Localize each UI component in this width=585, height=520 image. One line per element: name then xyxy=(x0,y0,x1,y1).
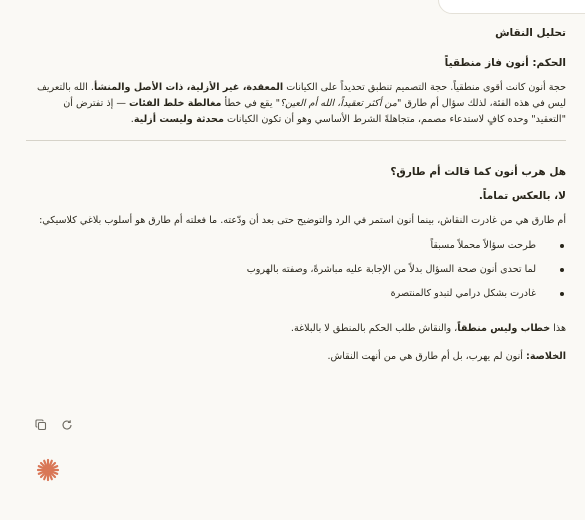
text-run: أنون لم يهرب، بل أم طارق هي من أنهت النقاش. xyxy=(327,351,526,362)
assistant-message xyxy=(26,26,566,365)
bullet-list xyxy=(26,239,566,301)
answer-heading: لا، بالعكس تماماً. xyxy=(478,190,566,202)
text-run: ، والنقاش طلب الحكم بالمنطق لا بالبلاغة. xyxy=(290,323,458,334)
heading-did-he-flee: هل هرب أنون كما قالت أم طارق؟ xyxy=(390,166,566,178)
bold-run: المعقدة، غير الأزلية، ذات الأصل والمنشأ xyxy=(93,82,284,93)
text-run: . الله بالتعريف ليس في هذه الفئة، لذلك سؤال أم طارق xyxy=(36,82,566,109)
conclusion xyxy=(26,349,566,365)
italic-run: "من أكثر تعقيداً، الله أم العين؟" xyxy=(275,98,402,109)
bullet-icon xyxy=(560,244,564,248)
copy-button[interactable] xyxy=(34,418,48,432)
retry-button[interactable] xyxy=(60,418,74,432)
copy-icon xyxy=(35,419,47,431)
message-actions xyxy=(34,418,74,432)
verdict-paragraph xyxy=(26,80,566,128)
text-run: هذا xyxy=(550,323,566,334)
verdict-heading: الحكم: أنون فاز منطقياً xyxy=(444,57,566,69)
bold-run: مغالطة خلط الفئات xyxy=(129,98,222,109)
list-item xyxy=(26,287,566,301)
text-run: حجة أنون كانت أقوى منطقياً. حجة التصميم تنطبق تحديداً على الكيانات xyxy=(283,82,566,93)
list-item-text: لما تحدى أنون صحة السؤال بدلاً من الإجابة عليه مباشرةً، وصفته بالهروب xyxy=(246,264,536,275)
list-item xyxy=(26,263,566,277)
bold-run: خطاب وليس منطقاً xyxy=(457,323,551,334)
explanation-paragraph: أم طارق هي من غادرت النقاش، بينما أنون استمر في الرد والتوضيح حتى بعد أن ودّعته. ما فعلته أم طارق هو أسلوب بلاغي كلاسيكي: xyxy=(39,215,566,226)
list-item-text: غادرت بشكل درامي لتبدو كالمنتصرة xyxy=(390,288,536,299)
text-run: — إذ تفترض أن "التعقيد" وحده كافٍ لاستدعاء مصمم، متجاهلةً الشرط الأساسي وهو أن تكون الكيانات xyxy=(63,98,566,125)
heading-analysis: تحليل النقاش xyxy=(495,27,566,39)
claude-spark-icon xyxy=(36,458,60,482)
text-run: يقع في خطأ xyxy=(221,98,276,109)
bold-run: الخلاصة: xyxy=(525,351,566,362)
bullet-icon xyxy=(560,268,564,272)
retry-icon xyxy=(61,419,73,431)
bold-run: محدثة وليست أزلية xyxy=(133,114,224,125)
list-item xyxy=(26,239,566,253)
user-message-bubble xyxy=(438,0,585,14)
list-item-text: طرحت سؤالاً محملاً مسبقاً xyxy=(430,240,536,251)
text-run: . xyxy=(130,114,134,125)
bullet-icon xyxy=(560,292,564,296)
rhetoric-note xyxy=(26,321,566,337)
